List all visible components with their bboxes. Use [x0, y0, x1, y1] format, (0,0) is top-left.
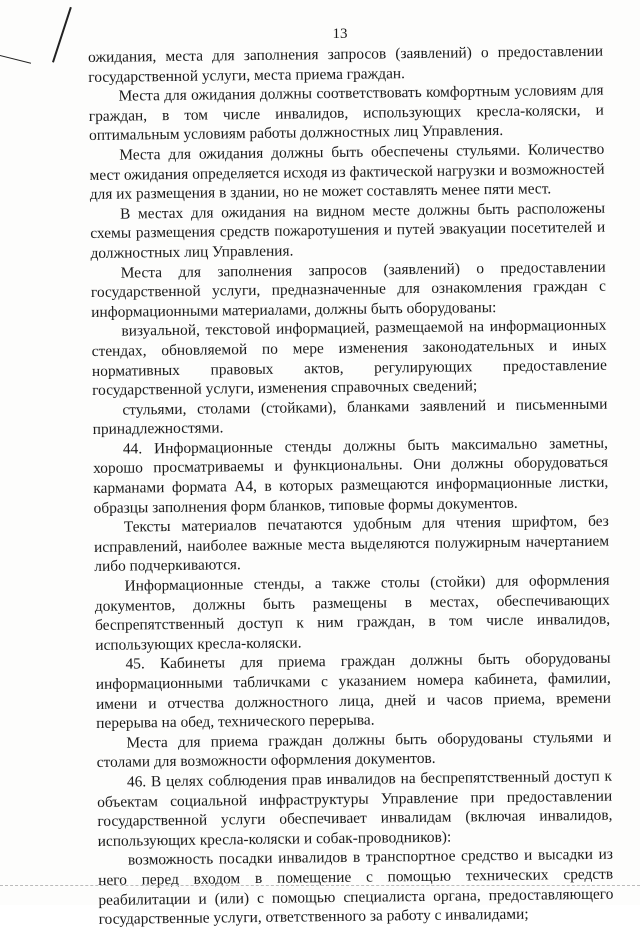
pen-stroke-mark	[0, 55, 31, 64]
paragraph: Места для ожидания должны соответствовать комфортным условиям для граждан, в том числе инвалидов, использующих кресла-коляски, и оптимальным условиям работы должностных лиц Управления.	[88, 81, 604, 145]
paragraph: ожидания, места для заполнения запросов (заявлений) о предоставлении государственной услуги, места приема граждан.	[88, 42, 604, 86]
paragraph: визуальной, текстовой информацией, размещаемой на информационных стендах, обновляемой по мере изменения законодательных и иных нормативных правовых актов, регулирующих предоставление государственной услуги, изменения справочных сведений;	[91, 317, 608, 400]
paragraph: Места для ожидания должны быть обеспечены стульями. Количество мест ожидания определяется исходя из фактической нагрузки и возможностей для их размещения в здании, но не может составлять менее пяти мест.	[89, 140, 605, 204]
paragraph: 45. Кабинеты для приема граждан должны быть оборудованы информационными табличками с указанием номера кабинета, фамилии, имени и отчества должностного лица, дней и часов приема, времени перерыва на обед, технического перерыва.	[95, 650, 612, 733]
paragraph: 44. Информационные стенды должны быть максимально заметны, хорошо просматриваемы и функциональны. Они должны оборудоваться карманами формата А4, в которых размещаются информационные листки, образцы заполнения форм бланков, типовые формы документов.	[93, 434, 609, 517]
paragraph: Информационные стенды, а также столы (стойки) для оформления документов, должны быть размещены в местах, обеспечивающих беспрепятственный доступ к ним граждан, в том числе инвалидов, использующих кресла-коляски.	[94, 571, 611, 654]
page-number: 13	[332, 26, 348, 42]
paragraph: возможность посадки инвалидов в транспортное средство и высадки из него перед входом в помещение с помощью технических средств реабилитации и (или) с помощью специалиста органа, предоставляющего государственные услуги, ответственного за работу с инвалидами;	[98, 845, 614, 929]
paragraph: 46. В целях соблюдения прав инвалидов на беспрепятственный доступ к объектам социальной инфраструктуры Управление при предоставлении государственной услуги обеспечивает инвалидам (включая инвалидов, использующих кресла-коляски и собак-проводников):	[97, 767, 613, 850]
document-body	[88, 42, 614, 930]
paragraph: стульями, столами (стойками), бланками заявлений и письменными принадлежностями.	[92, 395, 608, 439]
paragraph: В местах для ожидания на видном месте должны быть расположены схемы размещения средств пожаротушения и путей эвакуации посетителей и должностных лиц Управления.	[90, 199, 606, 262]
paragraph: Места для приема граждан должны быть оборудованы стульями и столами для возможности оформления документов.	[96, 728, 612, 772]
paragraph: Тексты материалов печатаются удобным для чтения шрифтом, без исправлений, наиболее важные места выделяются полужирным начертанием либо подчеркиваются.	[93, 512, 610, 576]
paragraph: Места для заполнения запросов (заявлений) о предоставлении государственной услуги, предназначенные для ознакомления граждан с информационными материалами, должны быть оборудованы:	[90, 258, 607, 321]
scan-edge-line	[0, 885, 640, 887]
